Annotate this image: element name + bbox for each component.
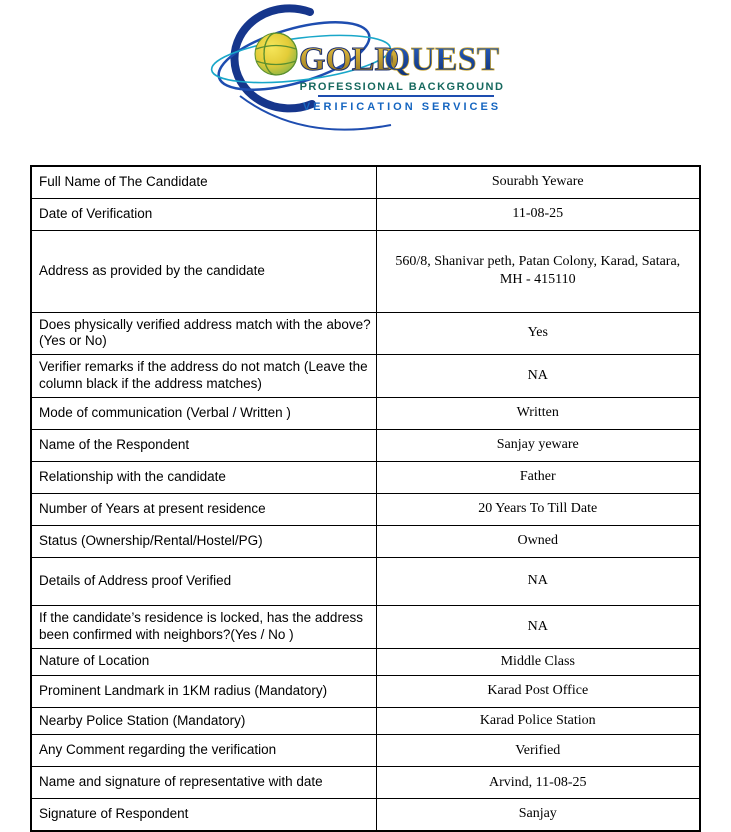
field-value: Owned (376, 526, 700, 558)
field-value: NA (376, 606, 700, 649)
field-label: Nature of Location (31, 648, 376, 675)
verification-table (30, 165, 701, 832)
table-row (31, 166, 700, 198)
field-label: Name and signature of representative with date (31, 767, 376, 799)
field-value: NA (376, 355, 700, 398)
globe-icon (255, 33, 297, 75)
field-label: Status (Ownership/Rental/Hostel/PG) (31, 526, 376, 558)
table-row (31, 198, 700, 230)
table-row (31, 430, 700, 462)
table-row (31, 494, 700, 526)
table-row (31, 526, 700, 558)
table-row (31, 767, 700, 799)
goldquest-logo-graphic (206, 4, 526, 144)
field-value: Yes (376, 312, 700, 355)
field-label: Signature of Respondent (31, 799, 376, 831)
field-label: Address as provided by the candidate (31, 230, 376, 312)
field-label: Does physically verified address match with the above? (Yes or No) (31, 312, 376, 355)
field-value: Father (376, 462, 700, 494)
field-value: Written (376, 398, 700, 430)
tagline-verification-services: VERIFICATION SERVICES (302, 101, 501, 113)
brand-gold-text: GOLD (298, 41, 399, 78)
field-value: Arvind, 11-08-25 (376, 767, 700, 799)
table-row (31, 799, 700, 831)
table-row (31, 606, 700, 649)
field-label: Any Comment regarding the verification (31, 735, 376, 767)
table-row (31, 675, 700, 707)
field-value: Karad Post Office (376, 675, 700, 707)
field-label: Relationship with the candidate (31, 462, 376, 494)
field-value: Middle Class (376, 648, 700, 675)
tagline-professional-background: PROFESSIONAL BACKGROUND (299, 81, 504, 93)
table-row (31, 558, 700, 606)
field-label: Details of Address proof Verified (31, 558, 376, 606)
field-value: 20 Years To Till Date (376, 494, 700, 526)
table-row (31, 355, 700, 398)
field-value: Sanjay (376, 799, 700, 831)
field-value: Karad Police Station (376, 707, 700, 734)
field-label: Date of Verification (31, 198, 376, 230)
goldquest-logo (0, 4, 731, 144)
field-label: Number of Years at present residence (31, 494, 376, 526)
field-value: NA (376, 558, 700, 606)
table-row (31, 735, 700, 767)
field-value: Sourabh Yeware (376, 166, 700, 198)
field-label: Full Name of The Candidate (31, 166, 376, 198)
field-value: Verified (376, 735, 700, 767)
table-row (31, 398, 700, 430)
table-row (31, 462, 700, 494)
table-row (31, 230, 700, 312)
table-row (31, 707, 700, 734)
field-label: Verifier remarks if the address do not match (Leave the column black if the address matches) (31, 355, 376, 398)
table-row (31, 648, 700, 675)
tagline-divider (318, 95, 494, 97)
table-row (31, 312, 700, 355)
field-value: 560/8, Shanivar peth, Patan Colony, Karad, Satara, MH - 415110 (376, 230, 700, 312)
field-value: Sanjay yeware (376, 430, 700, 462)
field-label: Mode of communication (Verbal / Written ) (31, 398, 376, 430)
field-label: Name of the Respondent (31, 430, 376, 462)
field-label: Prominent Landmark in 1KM radius (Mandatory) (31, 675, 376, 707)
field-label: Nearby Police Station (Mandatory) (31, 707, 376, 734)
field-value: 11-08-25 (376, 198, 700, 230)
field-label: If the candidate’s residence is locked, has the address been confirmed with neighbors?(Yes / No ) (31, 606, 376, 649)
brand-quest-text: QUEST (383, 41, 499, 78)
